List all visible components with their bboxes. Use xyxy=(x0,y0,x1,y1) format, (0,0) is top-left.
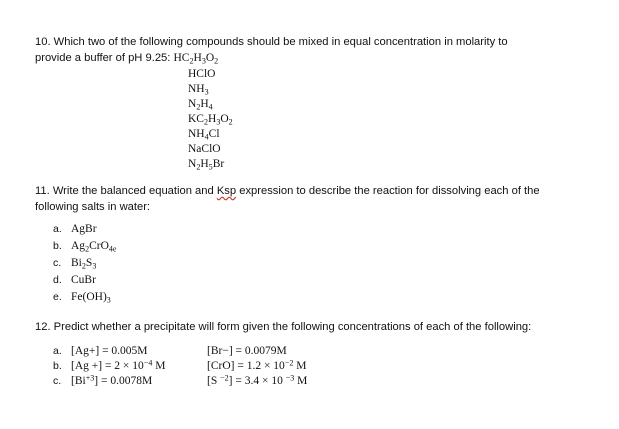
q11-line2: following salts in water: xyxy=(35,201,151,213)
compound-nh4cl: $NH_4Cl$ xyxy=(188,128,220,142)
q10-line2 xyxy=(35,52,218,64)
q12-row-c-right: [S $^{-2}$] = 3.4 × 10 $^{-3}$ M xyxy=(207,373,308,387)
q11-item-c: c. $Bi_2S_3$ xyxy=(53,257,97,271)
q11-item-e: e. $Fe(OH)_3$ xyxy=(53,291,111,305)
compound-hclo: HClO xyxy=(188,68,216,80)
compound-nh3: $NH_3$ xyxy=(188,83,209,97)
q12-line1: 12. Predict whether a precipitate will form given the following concentrations of each of the following: xyxy=(35,321,532,333)
compound-naclo: NaClO xyxy=(188,143,221,155)
q11-item-a: a. AgBr xyxy=(53,223,97,235)
compound-kc2h3o2: $KC_2H_3O_2$ xyxy=(188,113,233,127)
q11-line1-end: expression to describe the reaction for dissolving each of the xyxy=(236,185,540,197)
q12-row-a-right: [Br−] = 0.0079M xyxy=(207,345,287,357)
q12-row-a-left: a. [Ag+] = 0.005M xyxy=(53,345,148,357)
q10-line2-prefix: provide a buffer of pH 9.25: xyxy=(35,52,171,64)
q10-line1: 10. Which two of the following compounds should be mixed in equal concentration in molarity to xyxy=(35,36,508,48)
q11-line1 xyxy=(35,185,540,197)
q11-item-b: b. $Ag_2CrO_{4e}$ xyxy=(53,240,117,254)
q11-item-d: d. CuBr xyxy=(53,274,96,286)
compound-hc2h3o2: $HC_2H_3O_2$ xyxy=(173,52,219,66)
compound-n2h4: $N_2H_4$ xyxy=(188,98,213,112)
compound-n2h5br: $N_2H_5Br$ xyxy=(188,158,225,172)
q12-row-b-right: $[CrO] = 1.2 \times 10^{-2}$ M xyxy=(207,358,307,372)
q12-row-c-left: c. $[Bi^{+3}] = 0.0078M$ xyxy=(53,373,153,387)
q11-line1-start: 11. Write the balanced equation and xyxy=(35,185,217,197)
q12-row-b-left: b. [Ag +] = $2 \times 10^{-4}$ M xyxy=(53,358,166,372)
q11-ksp-word: Ksp xyxy=(216,185,237,197)
